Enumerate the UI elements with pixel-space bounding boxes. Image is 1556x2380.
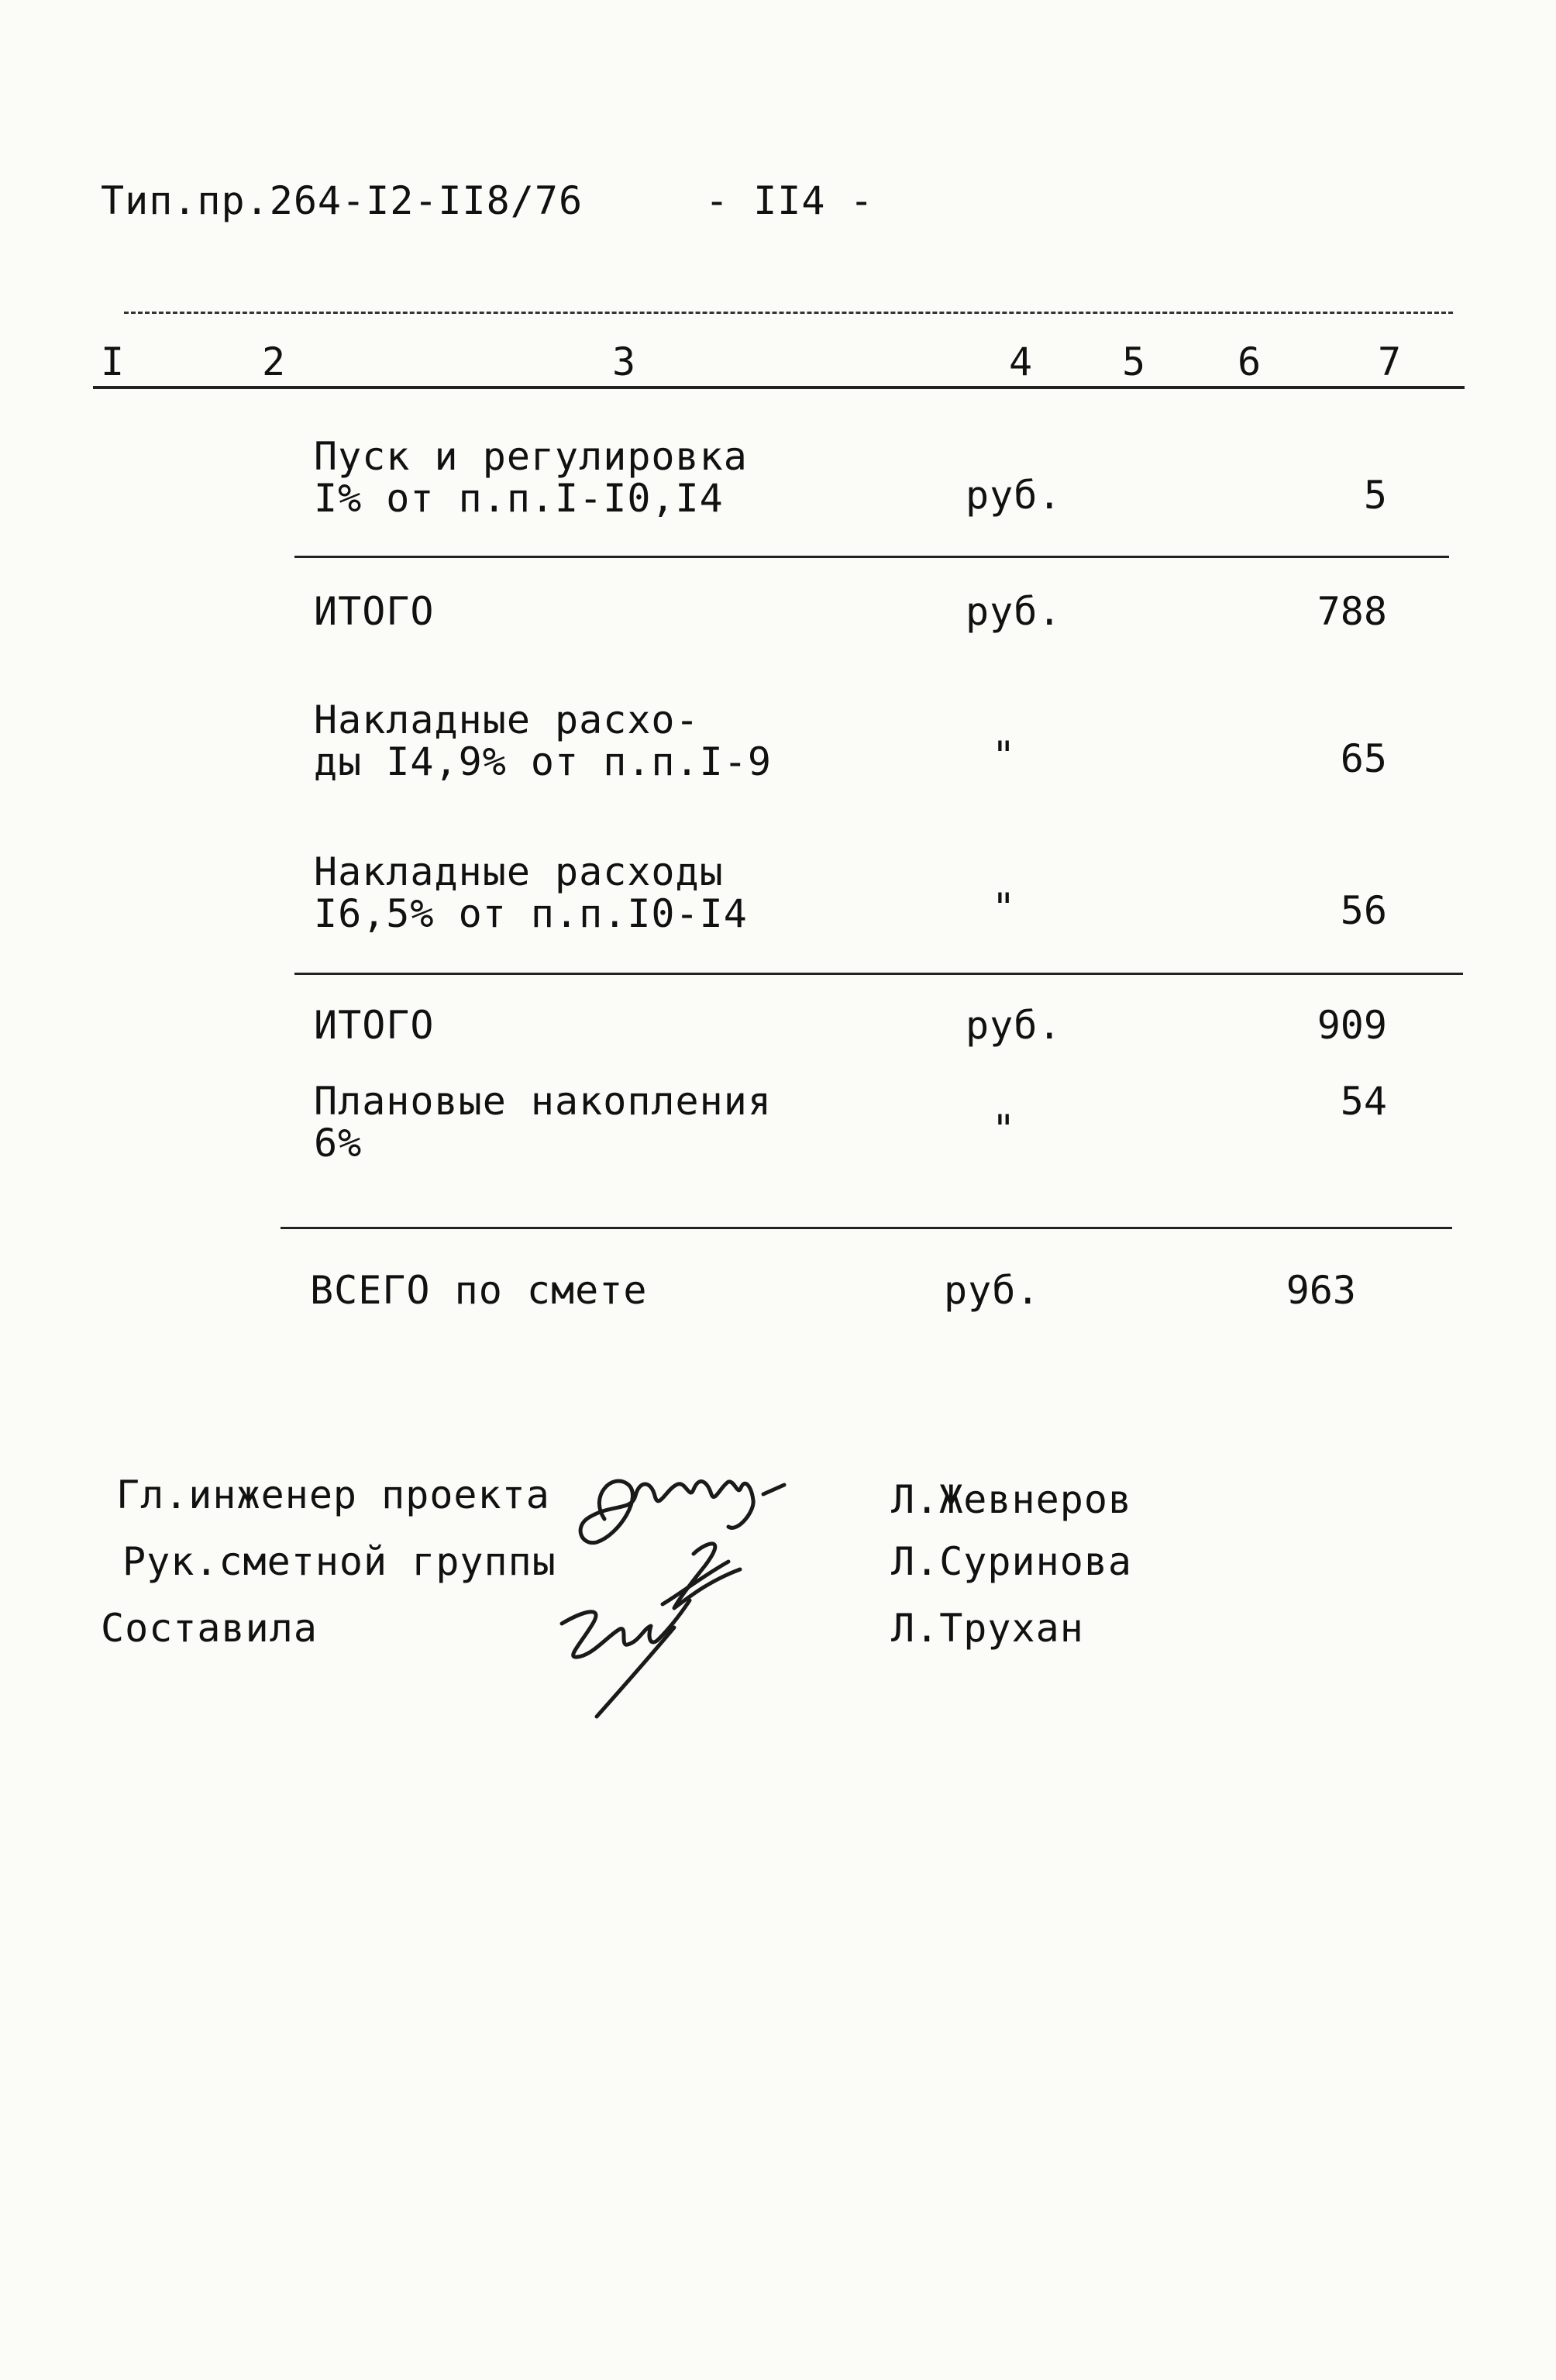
table-row-unit: руб. bbox=[966, 589, 1062, 634]
signature-person: Л.Трухан bbox=[891, 1606, 1084, 1651]
table-row-unit: руб. bbox=[966, 1003, 1062, 1048]
table-row-value: 788 bbox=[1317, 589, 1387, 634]
table-row-unit: " bbox=[992, 1107, 1017, 1152]
table-row-name: Накладные расходы I6,5% от п.п.I0-I4 bbox=[314, 849, 748, 936]
signature-role: Рук.сметной группы bbox=[122, 1539, 556, 1584]
table-row-value: 54 bbox=[1340, 1079, 1387, 1124]
table-row-unit: руб. bbox=[944, 1268, 1041, 1313]
table-row-unit: руб. bbox=[966, 473, 1062, 518]
handwritten-signatures bbox=[496, 1426, 868, 1736]
table-row-name: ИТОГО bbox=[314, 1003, 435, 1048]
table-row-name: ИТОГО bbox=[314, 589, 435, 634]
table-row-unit: " bbox=[992, 885, 1017, 930]
signature-scribble-1 bbox=[580, 1481, 753, 1543]
signature-scribble-2b bbox=[663, 1562, 728, 1604]
column-number-7: 7 bbox=[1378, 339, 1402, 384]
signature-scribble-3 bbox=[562, 1600, 690, 1657]
header-rule bbox=[93, 386, 1465, 389]
table-row-name: Пуск и регулировка I% от п.п.I-I0,I4 bbox=[314, 434, 748, 521]
column-number-1: I bbox=[101, 339, 125, 384]
page-number: - II4 - bbox=[705, 178, 874, 223]
table-row-name: Накладные расхо- ды I4,9% от п.п.I-9 bbox=[314, 697, 772, 784]
table-row-name: Плановые накопления 6% bbox=[314, 1079, 772, 1166]
table-row-value: 65 bbox=[1340, 736, 1387, 781]
table-row-value: 963 bbox=[1286, 1268, 1356, 1313]
signature-role: Составила bbox=[101, 1606, 318, 1651]
document-code: Тип.пр.264-I2-II8/76 bbox=[101, 178, 584, 223]
table-row-name: ВСЕГО по смете bbox=[310, 1268, 648, 1313]
table-row-value: 56 bbox=[1340, 888, 1387, 933]
signature-dash-1 bbox=[763, 1485, 784, 1494]
row-divider bbox=[281, 1227, 1452, 1229]
table-row-value: 5 bbox=[1363, 473, 1387, 518]
signature-role: Гл.инженер проекта bbox=[116, 1472, 550, 1517]
column-number-4: 4 bbox=[1009, 339, 1033, 384]
signature-person: Л.Жевнеров bbox=[891, 1477, 1133, 1522]
column-number-6: 6 bbox=[1238, 339, 1262, 384]
row-divider bbox=[294, 973, 1463, 975]
table-row-value: 909 bbox=[1317, 1003, 1387, 1048]
signature-person: Л.Суринова bbox=[891, 1539, 1133, 1584]
column-number-2: 2 bbox=[262, 339, 286, 384]
column-number-3: 3 bbox=[612, 339, 636, 384]
table-row-unit: " bbox=[992, 733, 1017, 778]
column-number-5: 5 bbox=[1122, 339, 1146, 384]
top-rule bbox=[124, 312, 1453, 314]
row-divider bbox=[294, 556, 1449, 558]
